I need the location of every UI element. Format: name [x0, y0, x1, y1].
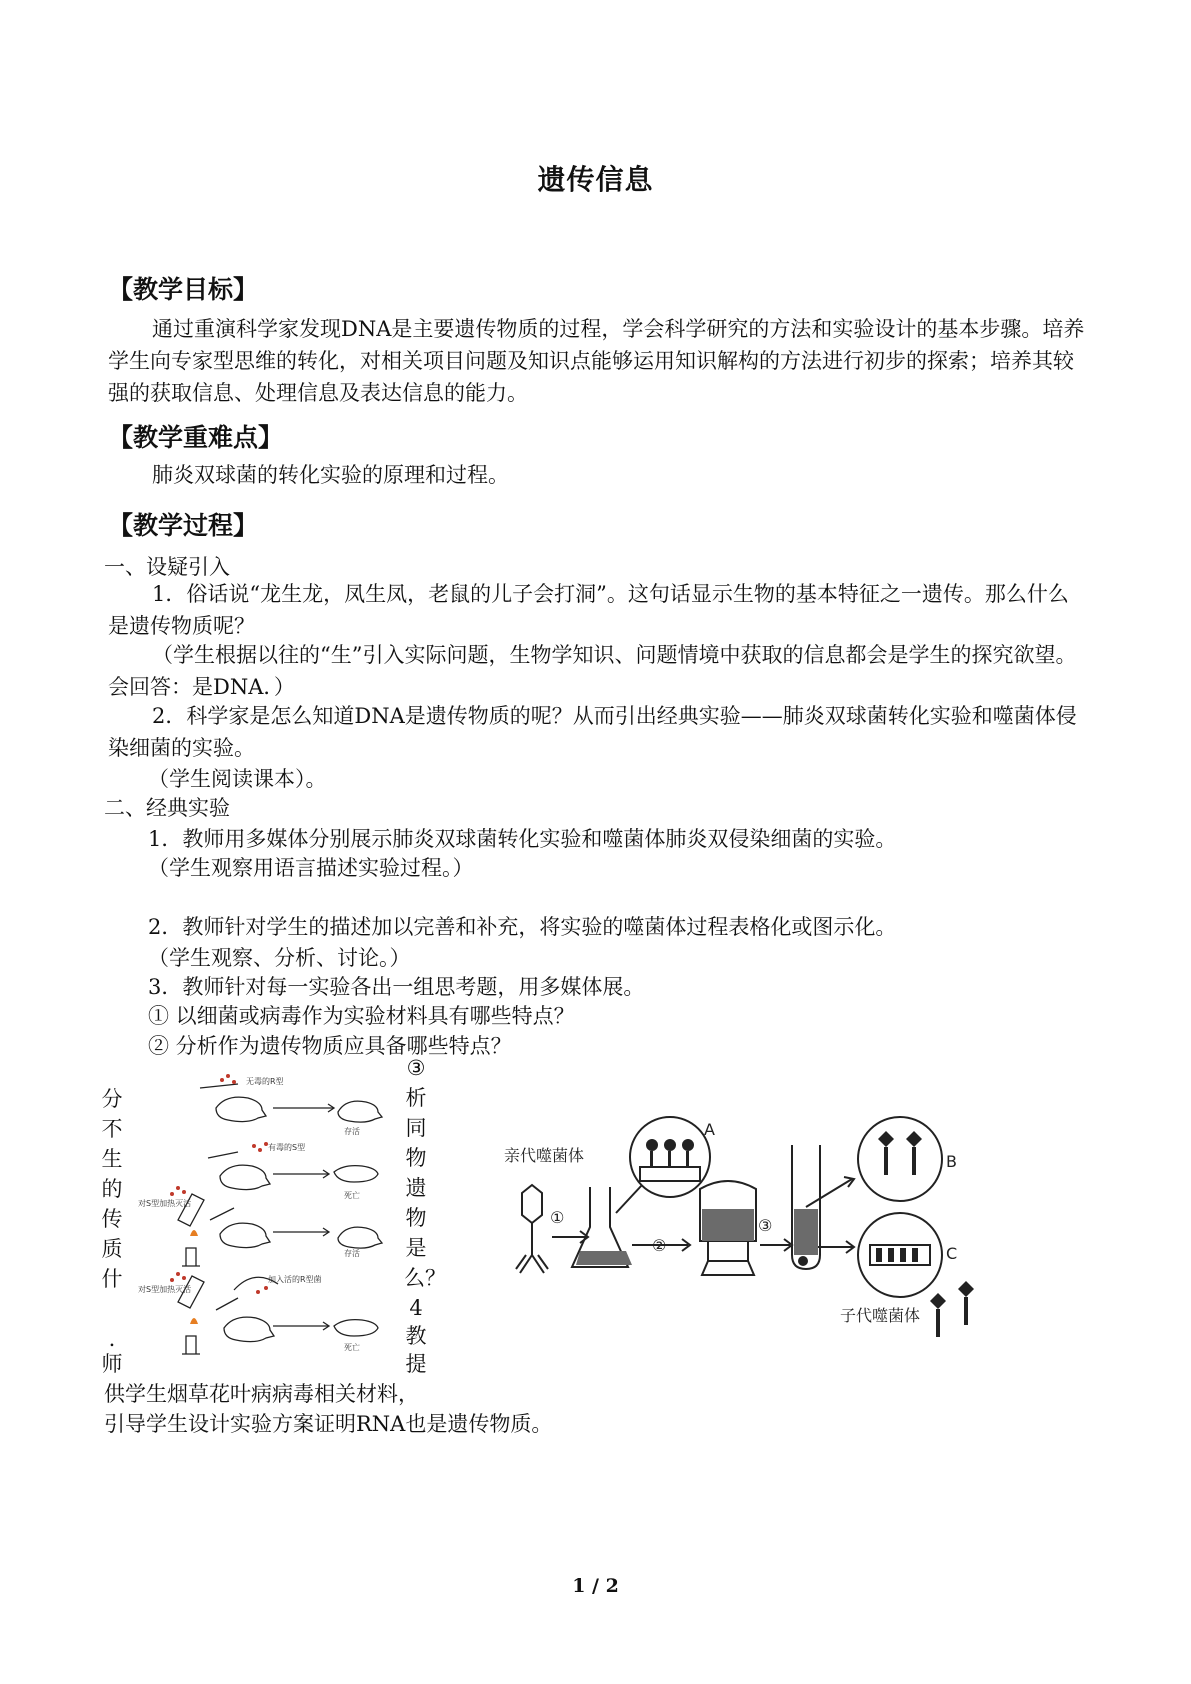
- mouse-icon: [338, 1101, 382, 1122]
- mouse-icon: [220, 1223, 270, 1247]
- experiment-line-3: 2．教师针对学生的描述加以完善和补充，将实验的噬菌体过程表格化或图示化。: [148, 915, 897, 939]
- phage-icon: [516, 1185, 548, 1273]
- phage-parent-label: 亲代噬菌体: [504, 1146, 585, 1165]
- wrapped-char: 传: [101, 1207, 123, 1231]
- page-title: 遗传信息: [537, 163, 654, 196]
- figure-label: 加入活的R型菌: [268, 1275, 322, 1284]
- wrapped-char: 遗: [405, 1176, 427, 1200]
- mouse-icon: [216, 1097, 266, 1121]
- experiment-line-4: （学生观察、分析、讨论。）: [148, 946, 411, 970]
- marker-label: A: [704, 1120, 715, 1139]
- experiment-line-5: 3．教师针对每一实验各出一组思考题，用多媒体展。: [148, 975, 645, 999]
- intro-paragraph-3: 2．科学家是怎么知道DNA是遗传物质的呢？从而引出经典实验——肺炎双球菌转化实验和噬菌体侵染细菌的实验。: [108, 704, 1077, 760]
- wrapped-char: 4: [409, 1296, 423, 1320]
- wrapped-char: 的: [101, 1177, 123, 1201]
- figure-label: 存活: [344, 1249, 360, 1258]
- objectives-text: 通过重演科学家发现DNA是主要遗传物质的过程，学会科学研究的方法和实验设计的基本步骤。培养学生向专家型思维的转化，对相关项目问题及知识点能够运用知识解构的方法进行初步的探索；培养其较强的获取信息、处理信息及表达信息的能力。: [108, 317, 1085, 405]
- section-title-intro: 一、设疑引入: [104, 555, 230, 579]
- wrapped-char: 么？: [404, 1266, 446, 1290]
- heading-process: 【教学过程】: [108, 511, 259, 540]
- heading-objectives: 【教学目标】: [108, 275, 259, 304]
- experiment-line-1: 1．教师用多媒体分别展示肺炎双球菌转化实验和噬菌体肺炎双侵染细菌的实验。: [148, 827, 897, 851]
- phage-child-label: 子代噬菌体: [840, 1306, 921, 1325]
- mouse-icon: [224, 1317, 274, 1341]
- wrapped-char: 提: [405, 1352, 427, 1376]
- burner-icon: [182, 1248, 200, 1266]
- wrapped-char: 生: [101, 1147, 123, 1171]
- figure-label: 无毒的R型: [246, 1077, 284, 1086]
- syringe-icon: [200, 1084, 238, 1088]
- wrapped-char: 师: [101, 1352, 123, 1376]
- phage-figure: [490, 1105, 1010, 1355]
- phage-icon: [958, 1281, 974, 1297]
- wrapped-char: 不: [101, 1117, 123, 1141]
- wrapped-char: 教: [405, 1324, 427, 1348]
- syringe-icon: [210, 1208, 234, 1220]
- tail-line-1: 供学生烟草花叶病病毒相关材料，: [104, 1382, 419, 1406]
- mouse-icon: [220, 1165, 270, 1189]
- magnified-circle-b: [858, 1117, 942, 1201]
- wrapped-char: 析: [405, 1086, 427, 1110]
- wrapped-char: 质: [101, 1237, 123, 1261]
- wrapped-char: 什: [101, 1267, 123, 1291]
- wrapped-char: 同: [405, 1116, 427, 1140]
- section-title-experiments: 二、经典实验: [104, 796, 230, 820]
- marker-label: C: [946, 1244, 958, 1263]
- wrapped-char: 是: [405, 1236, 427, 1260]
- intro-paragraph-4: （学生阅读课本）。: [148, 767, 327, 791]
- figure-label: 死亡: [344, 1343, 360, 1352]
- page-number: 1 / 2: [572, 1575, 619, 1597]
- wrapped-char: .: [108, 1327, 116, 1351]
- wrapped-char: ③: [406, 1056, 426, 1080]
- figure-label: 有毒的S型: [268, 1143, 306, 1152]
- transformation-figure: [138, 1070, 400, 1370]
- wrapped-char: 物: [405, 1146, 427, 1170]
- figure-label: 对S型加热灭活: [138, 1199, 192, 1208]
- step-label: ①: [550, 1208, 565, 1227]
- dead-mouse-icon: [334, 1320, 378, 1336]
- phage-icon: [930, 1293, 946, 1309]
- wrapped-char: 物: [405, 1206, 427, 1230]
- intro-paragraph-2: （学生根据以往的“生”引入实际问题，生物学知识、问题情境中获取的信息都会是学生的探究欲望。会回答：是DNA．）: [108, 643, 1077, 699]
- wrapped-char: 分: [101, 1087, 123, 1111]
- tail-line-2: 引导学生设计实验方案证明RNA也是遗传物质。: [104, 1412, 553, 1436]
- dead-mouse-icon: [334, 1166, 378, 1182]
- figure-label: 对S型加热灭活: [138, 1285, 192, 1294]
- step-label: ②: [652, 1236, 667, 1255]
- step-label: ③: [758, 1216, 773, 1235]
- syringe-icon: [208, 1152, 238, 1158]
- figure-label: 存活: [344, 1127, 360, 1136]
- mouse-icon: [338, 1227, 382, 1248]
- syringe-icon: [216, 1298, 238, 1310]
- marker-label: B: [946, 1152, 957, 1171]
- experiment-line-6: ① 以细菌或病毒作为实验材料具有哪些特点？: [148, 1004, 575, 1028]
- intro-paragraph-1: 1．俗话说“龙生龙，凤生凤，老鼠的儿子会打洞”。这句话显示生物的基本特征之一遗传。那么什么是遗传物质呢？: [108, 582, 1069, 638]
- experiment-line-2: （学生观察用语言描述实验过程。）: [148, 856, 474, 880]
- keypoints-text: 肺炎双球菌的转化实验的原理和过程。: [152, 463, 509, 487]
- figure-label: 死亡: [344, 1191, 360, 1200]
- heading-keypoints: 【教学重难点】: [108, 423, 284, 452]
- burner-icon: [182, 1336, 200, 1354]
- experiment-line-7: ② 分析作为遗传物质应具备哪些特点？: [148, 1034, 512, 1058]
